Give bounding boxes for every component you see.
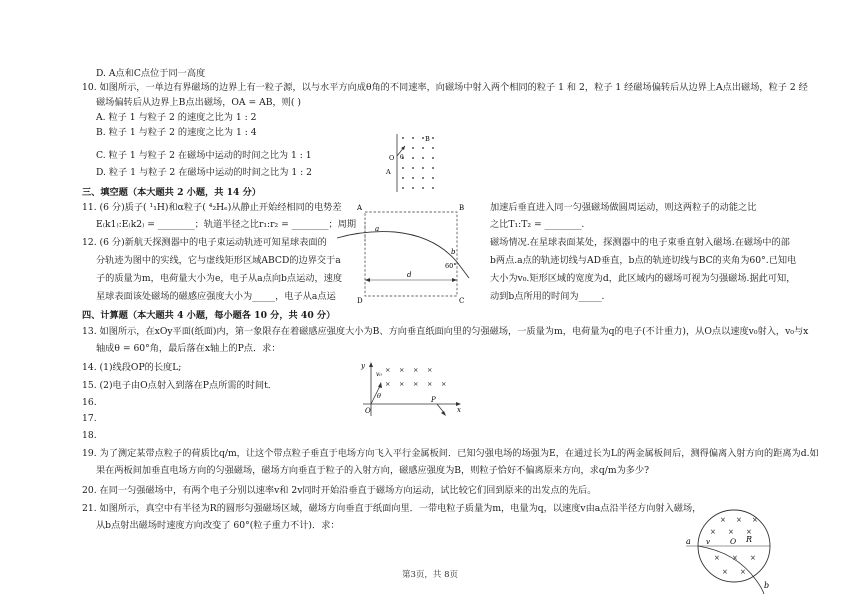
q10-field-dot <box>432 157 434 159</box>
q12-line4-right: 动到b点所用的时间为_____. <box>490 291 605 302</box>
q21-field-cross: × <box>710 528 716 536</box>
q12-label-upper-b: B <box>459 204 465 212</box>
q10-option-a: A. 粒子 1 与粒子 2 的速度之比为 1 : 2 <box>96 112 257 123</box>
q13-label-p: P <box>431 396 436 404</box>
section4-title: 四、计算题（本大题共 4 小题，每小题各 10 分，共 40 分） <box>82 310 336 321</box>
q10-field-dot <box>422 167 424 169</box>
q21-field-cross: × <box>752 516 758 524</box>
q13-field-cross: × <box>413 380 419 388</box>
q21-field-cross: × <box>722 568 728 576</box>
q13-line2: 轴成θ = 60°角，最后落在x轴上的P点．求： <box>96 343 281 354</box>
q13-label-x: x <box>457 406 461 414</box>
q13-coordinate-figure <box>355 360 467 420</box>
q10-field-dot <box>412 137 414 139</box>
q12-label-upper-a: A <box>357 204 363 212</box>
q10-field-figure <box>385 132 445 194</box>
q12-label-a: a <box>375 225 380 233</box>
q13-label-v0: v₀ <box>376 371 382 378</box>
q20-line: 20. 在同一匀强磁场中，有两个电子分别以速率v和 2v同时开始沿垂直于磁场方向运动，试比较它们回到原来的出发点的先后。 <box>82 485 597 496</box>
q11-line1-right: 加速后垂直进入同一匀强磁场做圆周运动，则这两粒子的动能之比 <box>490 202 757 213</box>
q21-field-cross: × <box>720 516 726 524</box>
q21-label-b: b <box>764 581 770 590</box>
q13-y-arrow <box>369 362 373 367</box>
q18-number: 18. <box>82 430 97 441</box>
q13-field-cross: × <box>385 366 391 374</box>
q10-field-dot <box>412 187 414 189</box>
q12-width-arrow-left <box>365 278 370 282</box>
q10-field-dot <box>412 147 414 149</box>
q10-label-theta: θ <box>400 154 404 161</box>
q17-number: 17. <box>82 413 97 424</box>
q12-line3-right: 大小为v₀.矩形区域的宽度为d，此区域内的磁场可视为匀强磁场.据此可知， <box>490 273 796 284</box>
q13-field-cross: × <box>427 366 433 374</box>
q14-line: 14. (1)线段OP的长度L; <box>82 362 182 373</box>
q10-field-dot <box>432 147 434 149</box>
q21-field-cross: × <box>746 528 752 536</box>
q12-line2: 分轨迹为图中的实线，它与虚线矩形区域ABCD的边界交于a <box>96 255 341 266</box>
q21-field-cross: × <box>736 516 742 524</box>
q13-label-y: y <box>361 362 365 370</box>
q10-field-dot <box>422 177 424 179</box>
page-footer: 第3页，共 8页 <box>401 570 459 580</box>
q13-field-cross: × <box>399 366 405 374</box>
q12-label-d: d <box>407 271 412 279</box>
q10-field-dot <box>422 147 424 149</box>
q12-line1: 12. (6 分)新航天探测器中的电子束运动轨迹可知星球表面的 <box>82 237 327 248</box>
q12-line4: 星球表面该处磁场的磁感应强度大小为_____，电子从a点运 <box>96 291 336 302</box>
q13-label-o: O <box>365 407 371 415</box>
q13-velocity-arrowhead <box>378 382 382 388</box>
q13-field-cross: × <box>413 366 419 374</box>
q10-field-dot <box>432 167 434 169</box>
q10-field-dot <box>402 137 404 139</box>
q10-option-d: D. 粒子 1 与粒子 2 在磁场中运动的时间之比为 1 : 2 <box>96 167 312 178</box>
q9-option-d: D. A点和C点位于同一高度 <box>96 68 206 79</box>
q12-line1-right: 磁场情况.在星球表面某处，探测器中的电子束垂直射入磁场.在磁场中的部 <box>490 237 790 248</box>
q12-width-arrow-right <box>452 278 457 282</box>
q12-trajectory-figure <box>335 202 485 304</box>
q10-field-dot <box>432 177 434 179</box>
q12-label-b: b <box>451 248 456 256</box>
q10-field-dot <box>412 157 414 159</box>
q13-exit-arrowhead <box>441 411 446 416</box>
q10-field-dot <box>402 167 404 169</box>
q10-field-dot <box>412 177 414 179</box>
q12-line3: 子的质量为m，电荷量大小为e，电子从a点向b点运动，速度 <box>96 273 343 284</box>
q10-label-b: B <box>425 135 430 143</box>
q13-field-cross: × <box>441 380 447 388</box>
q21-field-cross: × <box>714 554 720 562</box>
q21-label-a: a <box>686 537 691 546</box>
q21-label-r: R <box>746 535 753 544</box>
q10-velocity-arrowhead <box>401 146 405 150</box>
q12-line2-right: b两点.a点的轨迹切线与AD垂直，b点的轨迹切线与BC的夹角为60°.已知电 <box>490 255 797 266</box>
q19-line1: 19. 为了测定某带点粒子的荷质比q/m，让这个带点粒子垂直于电场方向飞入平行金属板间．已知匀强电场的场强为E，在通过长为L的两金属板间后，测得偏离入射方向的距离为d.如 <box>82 448 819 459</box>
q13-field-cross: × <box>399 380 405 388</box>
section3-title: 三、填空题（本大题共 2 小题，共 14 分） <box>82 187 261 198</box>
q13-field-cross: × <box>427 380 433 388</box>
q10-option-b: B. 粒子 1 与粒子 2 的速度之比为 1 : 4 <box>96 127 257 138</box>
q10-option-c: C. 粒子 1 与粒子 2 在磁场中运动的时间之比为 1 : 1 <box>96 150 312 161</box>
q10-field-dot <box>402 187 404 189</box>
q21-circle-figure <box>684 500 784 596</box>
q21-line2: 从b点射出磁场时速度方向改变了 60°(粒子重力不计)．求： <box>96 520 340 531</box>
q21-line1: 21. 如图所示，真空中有半径为R的圆形匀强磁场区域，磁场方向垂直于纸面向里．一带电粒子质量为m，电量为q，以速度v由a点沿半径方向射入磁场， <box>82 503 702 514</box>
q10-field-dot <box>422 187 424 189</box>
q11-line2: E₍k1₎:E₍k2₎ = ________；轨道半径之比r₁:r₂ = ________；周期 <box>96 219 357 230</box>
q12-label-angle: 60° <box>445 262 457 270</box>
q21-field-cross: × <box>728 528 734 536</box>
q12-label-upper-c: C <box>459 297 465 305</box>
q11-line2-right: 之比T₁:T₂ = ________. <box>490 219 585 230</box>
q21-field-cross: × <box>750 554 756 562</box>
q21-label-o: O <box>730 537 737 546</box>
q13-line1: 13. 如图所示，在xOy平面(纸面)内，第一象限存在着磁感应强度大小为B、方向垂直纸面向里的匀强磁场，一质量为m，电荷量为q的电子(不计重力)，从O点以速度v₀射入，v₀与x <box>82 326 809 337</box>
q10-label-o: O <box>389 154 395 162</box>
q10-field-dot <box>412 167 414 169</box>
q10-stem-line1: 10. 如图所示，一单边有界磁场的边界上有一粒子源，以与水平方向成θ角的不同速率，向磁场中射入两个相同的粒子 1 和 2，粒子 1 经磁场偏转后从边界上A点出磁场，粒子 2 经 <box>82 82 808 93</box>
q10-field-dot <box>402 177 404 179</box>
q10-label-a: A <box>386 168 391 176</box>
q13-field-cross: × <box>385 380 391 388</box>
q12-label-upper-d: D <box>357 297 363 305</box>
q12-electron-path <box>337 232 469 278</box>
q21-field-cross: × <box>740 568 746 576</box>
q11-line1: 11. (6 分)质子( ¹₁H)和α粒子( ⁴₂Hₑ)从静止开始经相同的电势差 <box>82 202 342 213</box>
q10-field-dot <box>432 187 434 189</box>
q16-number: 16. <box>82 397 97 408</box>
q10-field-dot <box>432 137 434 139</box>
q10-field-dot <box>422 137 424 139</box>
q21-field-cross: × <box>732 554 738 562</box>
q13-label-theta: θ <box>377 392 381 400</box>
q19-line2: 果在两板间加垂直电场方向的匀强磁场，磁场方向垂直于粒子的入射方向，磁感应强度为B，则粒子恰好不偏离原来方向，求q/m为多少? <box>96 465 650 476</box>
q21-label-v: v <box>706 538 710 546</box>
q10-stem-line2: 磁场偏转后从边界上B点出磁场，OA = AB，则( ) <box>96 97 301 108</box>
q10-field-dot <box>422 157 424 159</box>
q15-line: 15. (2)电子由O点射入到落在P点所需的时间t． <box>82 380 277 391</box>
